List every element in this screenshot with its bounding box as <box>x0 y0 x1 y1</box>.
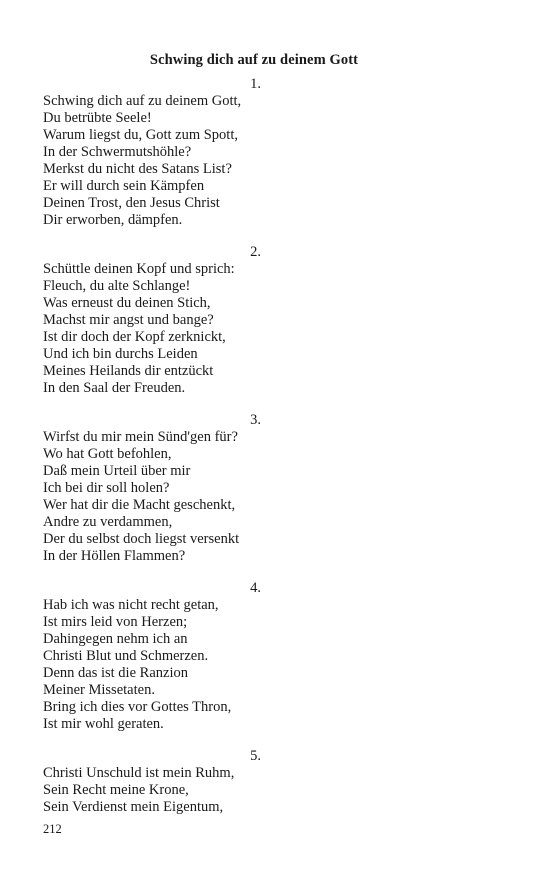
verse-line: Andre zu verdammen, <box>43 514 173 530</box>
verse-line: Ist mirs leid von Herzen; <box>43 614 188 630</box>
verse-line: Dahingegen nehm ich an <box>43 631 188 647</box>
verse-line: Merkst du nicht des Satans List? <box>43 161 232 177</box>
stanza-number: 1. <box>250 76 261 92</box>
verse-line: Ist mir wohl geraten. <box>43 716 164 732</box>
verse-line: Wirfst du mir mein Sünd'gen für? <box>43 429 238 445</box>
verse-line: Daß mein Urteil über mir <box>43 463 191 479</box>
verse-line: Machst mir angst und bange? <box>43 312 214 328</box>
verse-line: Christi Unschuld ist mein Ruhm, <box>43 765 235 781</box>
verse-line: Deinen Trost, den Jesus Christ <box>43 195 220 211</box>
stanza-2 <box>43 244 261 397</box>
stanza-number: 3. <box>250 412 261 428</box>
verse-line: Schüttle deinen Kopf und sprich: <box>43 261 235 277</box>
verse-line: Christi Blut und Schmerzen. <box>43 648 209 664</box>
stanza-4 <box>43 580 261 733</box>
verse-line: Bring ich dies vor Gottes Thron, <box>43 699 232 715</box>
verse-line: Was erneust du deinen Stich, <box>43 295 211 311</box>
verse-line: In der Schwermutshöhle? <box>43 144 192 160</box>
verse-line: Ist dir doch der Kopf zerknickt, <box>43 329 226 345</box>
verse-line: Dir erworben, dämpfen. <box>43 212 183 228</box>
verse-line: Meines Heilands dir entzückt <box>43 363 214 379</box>
stanza-number: 5. <box>250 748 261 764</box>
verse-line: Er will durch sein Kämpfen <box>43 178 205 194</box>
stanza-5 <box>43 748 261 816</box>
verse-line: Sein Verdienst mein Eigentum, <box>43 799 224 815</box>
verse-line: Du betrübte Seele! <box>43 110 152 126</box>
verse-line: Denn das ist die Ranzion <box>43 665 188 681</box>
verse-line: Ich bei dir soll holen? <box>43 480 170 496</box>
verse-line: Der du selbst doch liegst versenkt <box>43 531 240 547</box>
verse-line: Wer hat dir die Macht geschenkt, <box>43 497 236 513</box>
page-number: 212 <box>43 822 62 836</box>
stanza-number: 4. <box>250 580 261 596</box>
verse-line: Fleuch, du alte Schlange! <box>43 278 191 294</box>
stanza-3 <box>43 412 261 565</box>
verse-line: In den Saal der Freuden. <box>43 380 186 396</box>
verse-line: Schwing dich auf zu deinem Gott, <box>43 93 242 109</box>
verse-line: Hab ich was nicht recht getan, <box>43 597 219 613</box>
verse-line: In der Höllen Flammen? <box>43 548 186 564</box>
verse-line: Sein Recht meine Krone, <box>43 782 189 798</box>
stanza-1 <box>43 76 261 229</box>
stanza-number: 2. <box>250 244 261 260</box>
verse-line: Meiner Missetaten. <box>43 682 155 698</box>
hymn-title: Schwing dich auf zu deinem Gott <box>149 52 359 68</box>
verse-line: Wo hat Gott befohlen, <box>43 446 172 462</box>
verse-line: Warum liegst du, Gott zum Spott, <box>43 127 238 143</box>
verse-line: Und ich bin durchs Leiden <box>43 346 198 362</box>
